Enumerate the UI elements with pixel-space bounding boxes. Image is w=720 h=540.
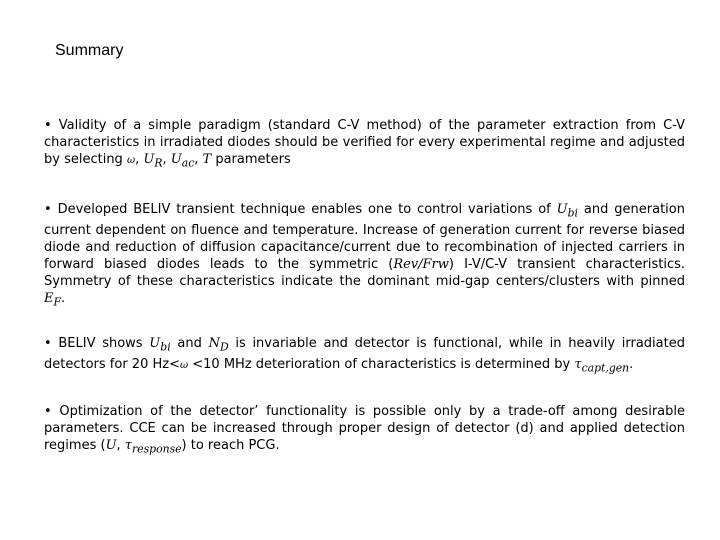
- summary-paragraph-2: • Developed BELIV transient technique enables one to control variations of $U_{bi}$ and generation current dependent on fluence and temperature. Increase of generation current for reverse biased diode and reduction of diffusion capacitance/current due to recombination of injected carriers in forward biased diodes leads to the symmetric (Rev/Frw) I-V/C-V transient characteristics. Symmetry of these characteristics indicate the dominant mid-gap centers/clusters with pinned $E_F$.: [44, 202, 685, 309]
- summary-paragraph-4: • Optimization of the detector’ functionality is possible only by a trade-off among desirable parameters. CCE can be increased through proper design of detector (d) and applied detection regimes (U, $\tau_{response}$) to reach PCG.: [44, 404, 685, 456]
- bullet: •: [44, 336, 52, 351]
- bullet: •: [44, 404, 52, 419]
- bullet: •: [44, 202, 52, 217]
- summary-paragraph-3: • BELIV shows $U_{bi}$ and $N_D$ is invariable and detector is functional, while in heavily irradiated detectors for 20 Hz<ω <10 MHz deterioration of characteristics is determined by $\tau_{capt,gen}$.: [44, 336, 685, 375]
- summary-paragraph-1: • Validity of a simple paradigm (standard C-V method) of the parameter extraction from C-V characteristics in irradiated diodes should be verified for every experimental regime and adjusted by selecting ω, $U_R$, $U_{ac}$, T parameters: [44, 118, 685, 170]
- slide-title: Summary: [55, 42, 124, 59]
- bullet: •: [44, 118, 52, 133]
